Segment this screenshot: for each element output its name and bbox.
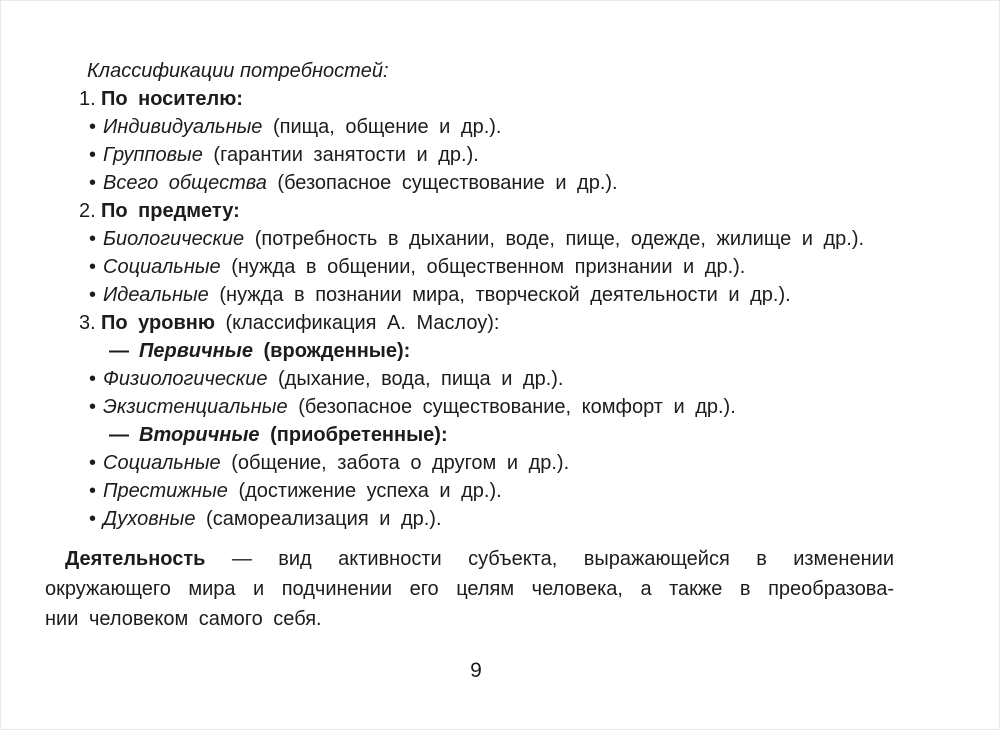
list-item-heading-1 [45, 85, 894, 113]
bullet-icon: • [89, 256, 97, 278]
item-term: Экзистенциальные [103, 396, 288, 418]
bullet-icon: • [89, 368, 97, 390]
list-item [45, 449, 894, 477]
bullet-icon: • [89, 228, 97, 250]
definition-text: — вид активности субъекта, выражающейся в изменении [205, 548, 894, 570]
item-text: (достижение успеха и др.). [227, 480, 502, 502]
classification-list [45, 85, 894, 533]
list-item [45, 365, 894, 393]
item-term: По предмету: [101, 200, 240, 222]
bullet-icon: • [89, 508, 97, 530]
item-text: (нужда в общении, общественном признании и др.). [220, 256, 746, 278]
item-text: (классификация А. Маслоу): [214, 312, 500, 334]
item-term: Вторичные [139, 424, 260, 446]
list-item [45, 113, 894, 141]
item-text: (безопасное существование, комфорт и др.). [287, 396, 736, 418]
list-item-heading-3 [45, 309, 894, 337]
item-term: Духовные [103, 508, 196, 530]
page-content [45, 57, 894, 634]
item-text: (потребность в дыхании, воде, пище, одежде, жилище и др.). [244, 228, 865, 250]
item-term: Идеальные [103, 284, 209, 306]
list-item-heading-2 [45, 197, 894, 225]
item-number: 3. [79, 312, 96, 334]
item-text: (общение, забота о другом и др.). [220, 452, 570, 474]
item-text: (гарантии занятости и др.). [202, 144, 479, 166]
dash-icon: — [109, 424, 129, 446]
list-item [45, 169, 894, 197]
item-term: Первичные [139, 340, 253, 362]
bullet-icon: • [89, 172, 97, 194]
item-text: (безопасное существование и др.). [266, 172, 618, 194]
item-text: (самореализация и др.). [195, 508, 442, 530]
item-number: 2. [79, 200, 96, 222]
definition-term: Деятельность [65, 548, 206, 570]
page-title: Классификации потребностей: [87, 60, 389, 82]
bullet-icon: • [89, 144, 97, 166]
list-item [45, 505, 894, 533]
item-term: Индивидуальные [103, 116, 263, 138]
item-term: По носителю: [101, 88, 243, 110]
bullet-icon: • [89, 480, 97, 502]
list-item [45, 393, 894, 421]
item-term: Групповые [103, 144, 203, 166]
item-term: Физиологические [103, 368, 268, 390]
item-term: Всего общества [103, 172, 267, 194]
bullet-icon: • [89, 452, 97, 474]
list-subheading [45, 421, 894, 449]
list-item [45, 141, 894, 169]
item-text: (дыхание, вода, пища и др.). [267, 368, 564, 390]
item-term: Социальные [103, 256, 221, 278]
item-number: 1. [79, 88, 96, 110]
dash-icon: — [109, 340, 129, 362]
list-item [45, 477, 894, 505]
item-term: Биологические [103, 228, 245, 250]
bullet-icon: • [89, 284, 97, 306]
item-text: (врожденные): [252, 340, 411, 362]
item-text: (пища, общение и др.). [262, 116, 502, 138]
item-term: По уровню [101, 312, 215, 334]
bullet-icon: • [89, 396, 97, 418]
item-term: Престижные [103, 480, 228, 502]
list-subheading [45, 337, 894, 365]
item-text: (нужда в познании мира, творческой деятельности и др.). [208, 284, 791, 306]
definition-line: окружающего мира и подчинении его целям человека, а также в преобразова- [45, 578, 894, 600]
list-item [45, 253, 894, 281]
definition-line: нии человеком самого себя. [45, 608, 322, 630]
definition-line [45, 544, 894, 574]
item-text: (приобретенные): [259, 424, 448, 446]
definition-paragraph [45, 544, 894, 634]
bullet-icon: • [89, 116, 97, 138]
list-item [45, 281, 894, 309]
list-item [45, 225, 894, 253]
page-number: 9 [470, 659, 482, 682]
item-term: Социальные [103, 452, 221, 474]
